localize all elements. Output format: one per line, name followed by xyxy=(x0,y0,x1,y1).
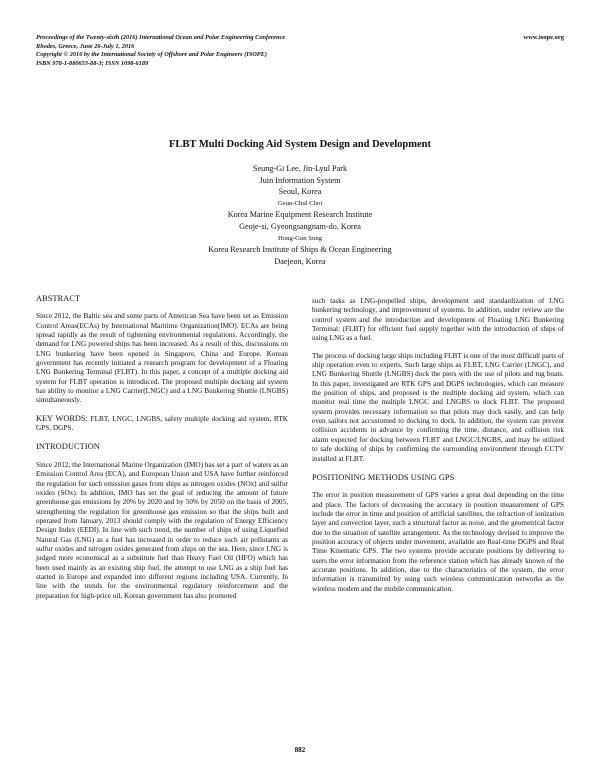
affiliation-location: Daejeon, Korea xyxy=(274,256,326,266)
left-column xyxy=(36,294,288,609)
header-line: Copyright © 2016 by the International Society of Offshore and Polar Engineers (ISOPE) xyxy=(36,51,267,59)
body-paragraph: The process of docking large ships including FLBT is one of the most difficult parts of ship operation even to experts. Such large ships as FLBT, LNG Carrier (LNGC), and LNG Bunkering Shuttle (LNGBS) dock the piers with the use of pilots and tug boats. In this paper, investigated are RTK GPS and DGPS technologies, which can measure the position of ships, and proposed is the multiple docking aid system, which can monitor real time the multiple LNGC and LNGBS to dock FLBT. The proposed system provides necessary information so that pilots may dock easily, and can help even sailors not accustomed to docking to dock. In addition, the system can prevent collision accidents in advance by confirming the time, distance, and collision risk alarm expected for docking between FLBT and LNGC/LNGBS, and may be utilized to safe docking of ships by confirming the surrounding environment through CCTV installed at FLBT. xyxy=(312,351,564,463)
affiliation: Korea Marine Equipment Research Institute xyxy=(227,210,373,220)
page-number: 882 xyxy=(294,746,306,754)
keywords xyxy=(36,414,288,434)
website-link[interactable]: www.isope.org xyxy=(523,34,564,41)
header-line: Rhodes, Greece, June 26-July 1, 2016 xyxy=(36,42,135,50)
abstract-heading: ABSTRACT xyxy=(36,294,81,303)
right-column xyxy=(312,297,564,602)
author-names: Geun-Chul Choi xyxy=(277,199,323,207)
header-line: Proceedings of the Twenty-sixth (2016) International Ocean and Polar Engineering Conference xyxy=(36,34,286,41)
proceedings-header xyxy=(36,34,456,68)
affiliation: Korea Research Institute of Ships & Ocean Engineering xyxy=(208,245,392,255)
affiliation-location: Geoje-si, Gyeongsangnam-do, Korea xyxy=(239,221,361,231)
body-paragraph: such tasks as LNG-propelled ships, development and standardization of LNG bunkering technology, and improvement of systems. In addition, under review are the control system and the introduction and development of Floating LNG Bunkering Terminal: (FLBT) for efficient fuel supply together with the introduction of ships of using LNG as a fuel. xyxy=(312,297,564,343)
affiliation: Juin Information System xyxy=(259,175,341,185)
author-names: Hong-Gun Sung xyxy=(277,234,323,242)
header-line: ISBN 978-1-880653-88-3; ISSN 1098-6189 xyxy=(36,59,149,67)
author-block xyxy=(0,163,600,267)
paper-title: FLBT Multi Docking Aid System Design and Development xyxy=(168,139,432,150)
introduction-text: Since 2012, the International Marine Organization (IMO) has set a part of waters as an Emission Control Area (ECA), and European Union and USA have further reinforced the regulation for such emission gases from ships as nitrogen oxides (NOx) and sulfur oxides (SOx). In addition, IMO has set the goal of reducing the amount of future greenhouse gas emissions by 20% by 2020 and by 50% by 2050 on the basis of 2005, strengthening the regulation for greenhouse gas emission so that the ships built and operated from January, 2013 should comply with the regulation of Energy Efficiency Design Index (EEDI). In line with such trend, the number of ships of using Liquefied Natural Gas (LNG) as a fuel has increased in order to reduce such air pollutants as sulfur oxides and nitrogen oxides generated from ships on the sea. Here, since LNG is judged more economical as a substitute fuel than Heavy Fuel Oil (HFO) which has been used mainly as an existing ship fuel, the attempt to use LNG as a ship fuel has started in Europe and expanded into different regions including USA. Currently, In line with the trends for the environmental regulatory reinforcement and the preparation for high-price oil, Korean government has also promoted xyxy=(36,460,288,600)
body-paragraph: The error in position measurement of GPS varies a great deal depending on the time and place. The factors of decreasing the accuracy in position measurement of GPS include the error in time and position of artificial satellites, the refraction of ionization layer and convection layer, such a structural factor as noise, and the geometrical factor due to the situation of satellite arrangement. As the technology devised to improve the position accuracy of objects under movement, available are Real-time DGPS and Real Time Kinematic GPS. The two systems provide accurate positions by delivering to users the error information from the reference station which has already known of the accurate positions. In addition, due to the characteristics of the system, the error information is transmitted by using such wireless communication networks as the wireless modem and the mobile communication. xyxy=(312,491,564,593)
affiliation-location: Seoul, Korea xyxy=(278,187,322,197)
abstract-text: Since 2012, the Baltic sea and some parts of American Sea have been set as Emission Control Areas(ECAs) by International Maritime Organization(IMO). ECAs are being spread rapidly as the result of tightening environmental regulations. Accordingly, the demand for LNG powered ships has been increased. As a result of this, discussions on LNG bunkering have been opened in Singapore, China and Europe. Korean government has recently initiated a research program for development of a Floating LNG Bunkering Terminal (FLBT). In this paper, a concept of a multiple docking aid system for FLBT operation is introduced. The proposed multiple docking aid system has ability to monitor a LNG Carrier(LNGC) and a LNG Bunkering Shuttle (LNGBS) simultaneously. xyxy=(36,312,288,405)
author-names: Seung-Gi Lee, Jin-Lyul Park xyxy=(252,164,348,173)
keywords-label: KEY WORDS: xyxy=(36,413,88,423)
keywords-text: FLBT, LNGC, LNGBS, safety multiple docking aid system, RTK GPS, DGPS. xyxy=(36,414,288,433)
section-heading: POSITIONING METHODS USING GPS xyxy=(312,472,455,482)
introduction-heading: INTRODUCTION xyxy=(36,442,100,452)
